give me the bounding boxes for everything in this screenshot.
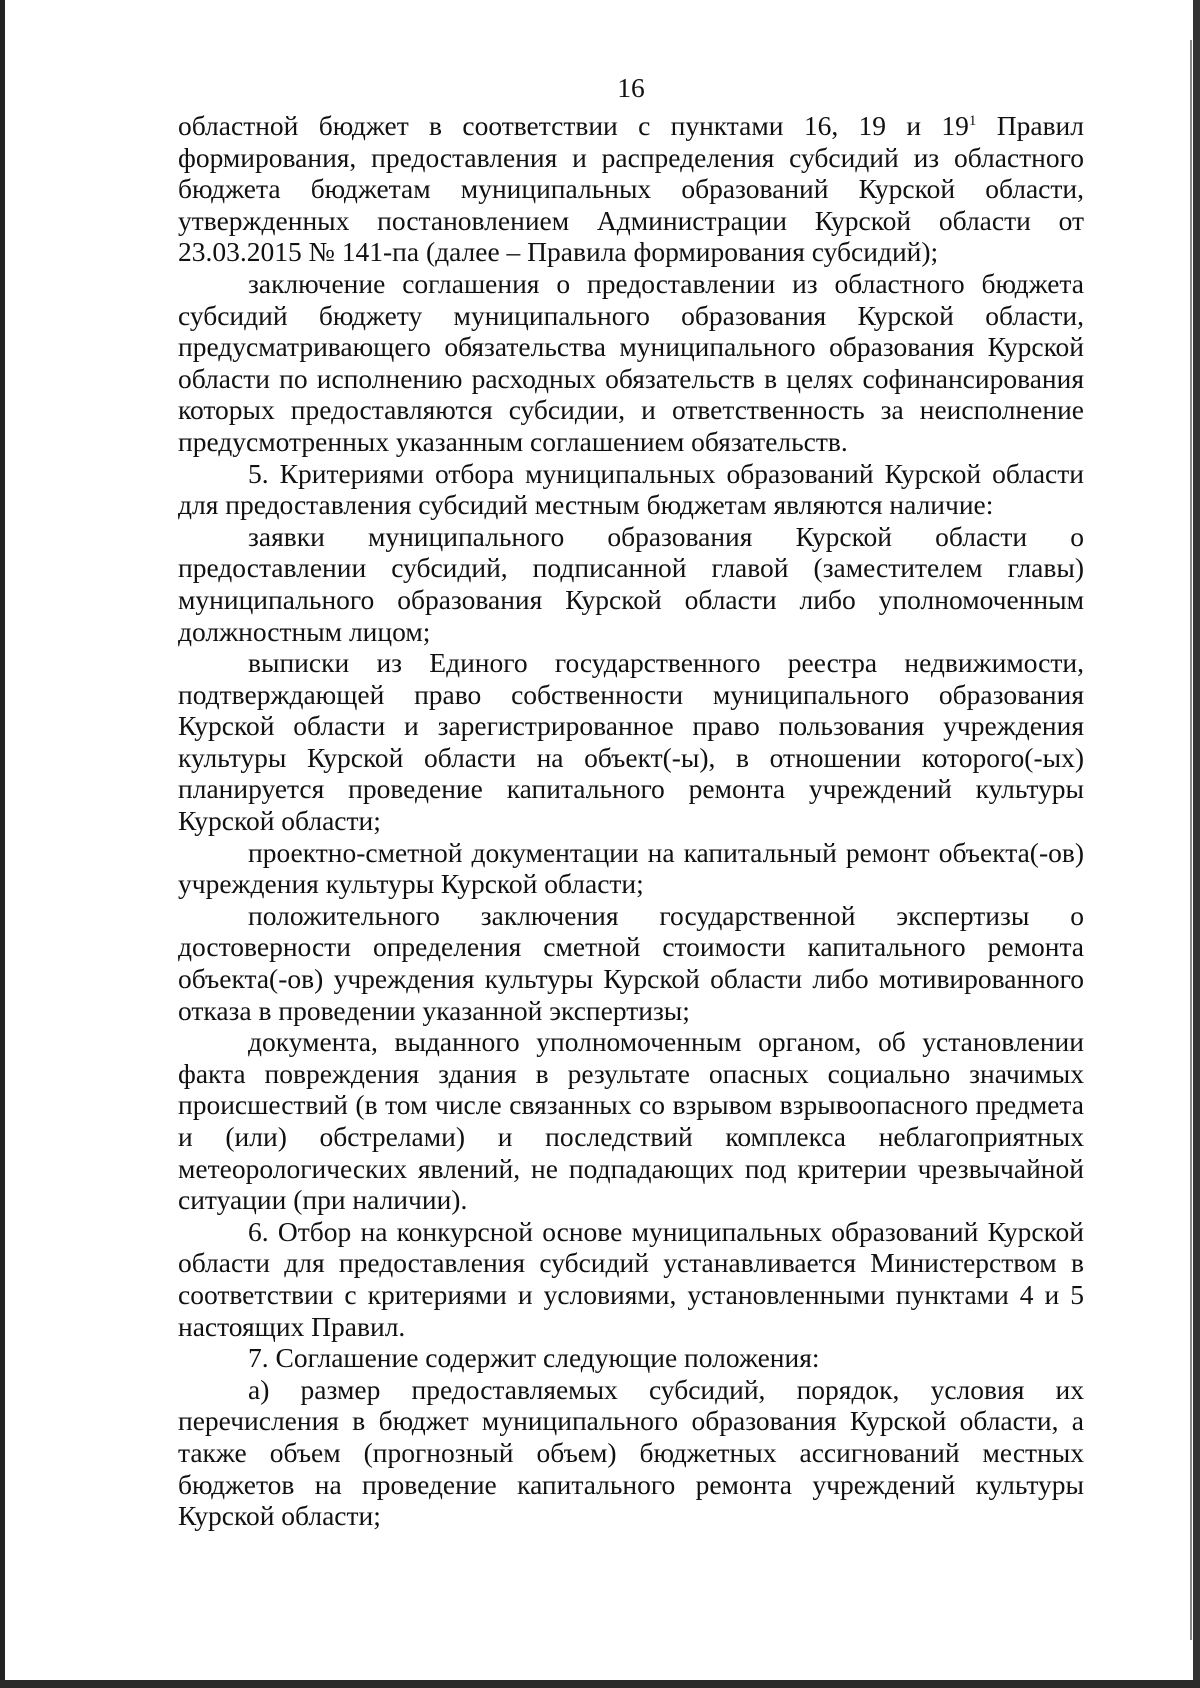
- paragraph-1-text-b: Правил формирования, предоставления и распределения субсидий из областного бюджета бюджетам муниципальных образований Курской области, утвержденных постановлением Администрации Курской области от 23.03.2015 № 141-па (далее – Правила формирования субсидий);: [178, 110, 1084, 268]
- paragraph-9: 6. Отбор на конкурсной основе муниципальных образований Курской области для предоставления субсидий устанавливается Министерством в соответствии с критериями и условиями, установленными пунктами 4 и 5 настоящих Правил.: [178, 1215, 1084, 1342]
- paragraph-2: заключение соглашения о предоставлении из областного бюджета субсидий бюджету муниципального образования Курской области, предусматривающего обязательства муниципального образования Курской области по исполнению расходных обязательств в целях софинансирования которых предоставляются субсидии, и ответственность за неисполнение предусмотренных указанным соглашением обязательств.: [178, 267, 1084, 457]
- paragraph-11: а) размер предоставляемых субсидий, порядок, условия их перечисления в бюджет муниципального образования Курской области, а также объем (прогнозный объем) бюджетных ассигнований местных бюджетов на проведение капитального ремонта учреждений культуры Курской области;: [178, 1373, 1084, 1532]
- document-page: [178, 70, 1084, 1532]
- page-number: 16: [617, 72, 645, 103]
- paragraph-8: документа, выданного уполномоченным органом, об установлении факта повреждения здания в результате опасных социально значимых происшествий (в том числе связанных со взрывом взрывоопасного предмета и (или) обстрелами) и последствий комплекса неблагоприятных метеорологических явлений, не подпадающих под критерии чрезвычайной ситуации (при наличии).: [178, 1026, 1084, 1216]
- paragraph-7: положительного заключения государственной экспертизы о достоверности определения сметной стоимости капитального ремонта объекта(-ов) учреждения культуры Курской области либо мотивированного отказа в проведении указанной экспертизы;: [178, 899, 1084, 1026]
- paragraph-3: 5. Критериями отбора муниципальных образований Курской области для предоставления субсидий местным бюджетам являются наличие:: [178, 457, 1084, 521]
- paragraph-1-text-a: областной бюджет в соответствии с пунктами 16, 19 и 19: [178, 110, 969, 141]
- paragraph-4: заявки муниципального образования Курской области о предоставлении субсидий, подписанной главой (заместителем главы) муниципального образования Курской области либо уполномоченным должностным лицом;: [178, 520, 1084, 647]
- paragraph-5: выписки из Единого государственного реестра недвижимости, подтверждающей право собственности муниципального образования Курской области и зарегистрированное право пользования учреждения культуры Курской области на объект(-ы), в отношении которого(-ых) планируется проведение капитального ремонта учреждений культуры Курской области;: [178, 647, 1084, 837]
- paragraph-6: проектно-сметной документации на капитальный ремонт объекта(-ов) учреждения культуры Курской области;: [178, 836, 1084, 900]
- paragraph-10: 7. Соглашение содержит следующие положения:: [248, 1342, 820, 1374]
- footnote-superscript: 1: [968, 112, 977, 129]
- paragraph-1: [178, 110, 1084, 268]
